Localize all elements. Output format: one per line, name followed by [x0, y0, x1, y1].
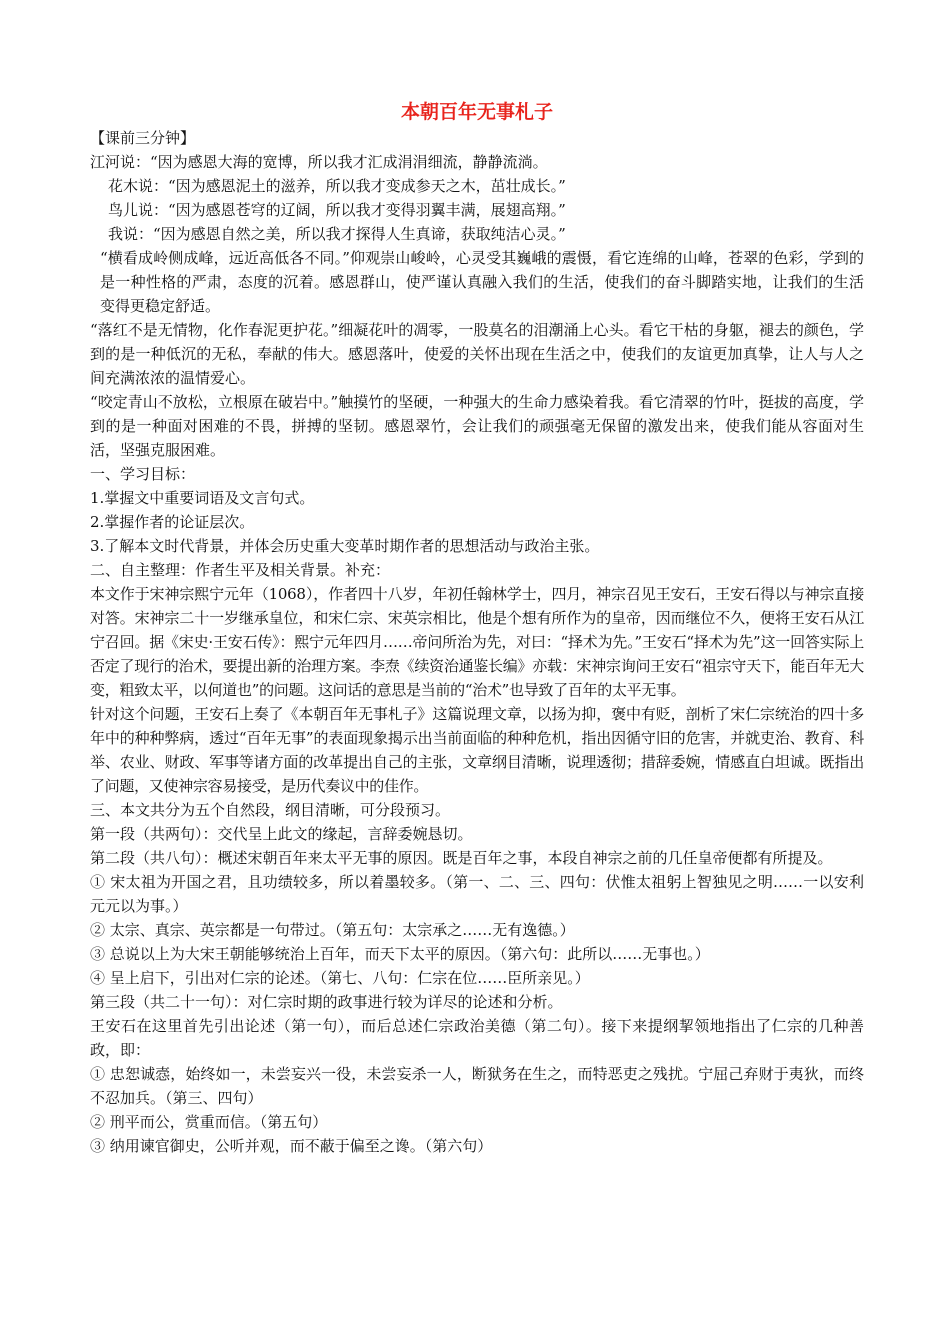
- segment-2: 第二段（共八句）：概述宋朝百年来太平无事的原因。既是百年之事，本段自神宗之前的几任皇帝便都有所提及。: [90, 849, 833, 867]
- warmup-bamboo: “咬定青山不放松，立根原在破岩中。”触摸竹的坚硬，一种强大的生命力感染着我。看它清翠的竹叶，挺拔的高度，学到的是一种面对困难的不畏，拼搏的坚韧。感恩翠竹，会让我们的顽强毫无保留的激发出来，使我们能从容面对生活，坚强克服困难。: [90, 393, 864, 459]
- document-title: 本朝百年无事札子: [400, 101, 553, 123]
- warmup-flower: 花木说：“因为感恩泥土的滋养，所以我才变成参天之木，茁壮成长。”: [108, 177, 566, 195]
- segment-3-item-2: ② 刑平而公，赏重而信。（第五句）: [90, 1113, 328, 1131]
- segment-3-intro: 王安石在这里首先引出论述（第一句），而后总述仁宗政治美德（第二句）。接下来提纲挈领地指出了仁宗的几种善政，即：: [90, 1017, 864, 1059]
- goal-item-1: 1.掌握文中重要词语及文言句式。: [90, 489, 315, 507]
- segment-2-item-1: ① 宋太祖为开国之君，且功绩较多，所以着墨较多。（第一、二、三、四句：伏惟太祖躬上智独见之明……一以安利元元以为事。）: [90, 873, 864, 915]
- warmup-fallen-flowers: “落红不是无情物，化作春泥更护花。”细凝花叶的凋零，一股莫名的泪潮涌上心头。看它干枯的身躯，褪去的颜色，学到的是一种低沉的无私，奉献的伟大。感恩落叶，使爱的关怀出现在生活之中，使我们的友谊更加真挚，让人与人之间充满浓浓的温情爱心。: [90, 321, 864, 387]
- warmup-mountain: “横看成岭侧成峰，远近高低各不同。”仰观崇山峻岭，心灵受其巍峨的震慑，看它连绵的山峰，苍翠的色彩，学到的是一种性格的严肃，态度的沉着。感恩群山，使严谨认真融入我们的生活，使我们的奋斗脚踏实地，让我们的生活变得更稳定舒适。: [100, 249, 864, 315]
- structure-heading: 三、本文共分为五个自然段，纲目清晰，可分段预习。: [90, 801, 451, 819]
- goal-item-3: 3.了解本文时代背景，并体会历史重大变革时期作者的思想活动与政治主张。: [90, 537, 600, 555]
- segment-2-item-4: ④ 呈上启下，引出对仁宗的论述。（第七、八句：仁宗在位……臣所亲见。）: [90, 969, 590, 987]
- segment-3-item-3: ③ 纳用谏官御史，公听并观，而不蔽于偏至之谗。（第六句）: [90, 1137, 493, 1155]
- background-paragraph-2: 针对这个问题，王安石上奏了《本朝百年无事札子》这篇说理文章，以扬为抑，褒中有贬，剖析了宋仁宗统治的四十多年中的种种弊病，透过“百年无事”的表面现象揭示出当前面临的种种危机，指出因循守旧的危害，并就吏治、教育、科举、农业、财政、军事等诸方面的改革提出自己的主张，文章纲目清晰，说理透彻；措辞委婉，情感直白坦诚。既指出了问题，又使神宗容易接受，是历代奏议中的佳作。: [90, 705, 864, 795]
- self-study-heading: 二、自主整理：作者生平及相关背景。补充：: [90, 561, 391, 579]
- warmup-bird: 鸟儿说：“因为感恩苍穹的辽阔，所以我才变得羽翼丰满，展翅高翔。”: [108, 201, 566, 219]
- segment-2-item-3: ③ 总说以上为大宋王朝能够统治上百年，而天下太平的原因。（第六句：此所以……无事也。）: [90, 945, 710, 963]
- segment-3-item-1: ① 忠恕诚悫，始终如一，未尝妄兴一役，未尝妄杀一人，断狱务在生之，而特恶吏之残扰。宁屈己弃财于夷狄，而终不忍加兵。（第三、四句）: [90, 1065, 864, 1107]
- section-header: 【课前三分钟】: [90, 129, 196, 147]
- goal-item-2: 2.掌握作者的论证层次。: [90, 513, 255, 531]
- segment-3: 第三段（共二十一句）：对仁宗时期的政事进行较为详尽的论述和分析。: [90, 993, 563, 1011]
- warmup-me: 我说：“因为感恩自然之美，所以我才探得人生真谛，获取纯洁心灵。”: [108, 225, 566, 243]
- segment-1: 第一段（共两句）：交代呈上此文的缘起，言辞委婉恳切。: [90, 825, 473, 843]
- background-paragraph-1: 本文作于宋神宗熙宁元年（1068），作者四十八岁，年初任翰林学士，四月，神宗召见王安石，王安石得以与神宗直接对答。宋神宗二十一岁继承皇位，和宋仁宗、宋英宗相比，他是个想有所作为的皇帝，因而继位不久，便将王安石从江宁召回。据《宋史·王安石传》：熙宁元年四月……帝问所治为先，对曰：“择术为先。”王安石“择术为先”这一回答实际上否定了现行的治术，要提出新的治理方案。李焘《续资治通鉴长编》亦载：宋神宗询问王安石“祖宗守天下，能百年无大变，粗致太平，以何道也”的问题。这问话的意思是当前的“治术”也导致了百年的太平无事。: [90, 585, 864, 699]
- segment-2-item-2: ② 太宗、真宗、英宗都是一句带过。（第五句：太宗承之……无有逸德。）: [90, 921, 575, 939]
- document-page: [90, 98, 864, 1158]
- goals-heading: 一、学习目标：: [90, 465, 196, 483]
- warmup-river: 江河说：“因为感恩大海的宽博，所以我才汇成涓涓细流，静静流淌。: [90, 153, 548, 171]
